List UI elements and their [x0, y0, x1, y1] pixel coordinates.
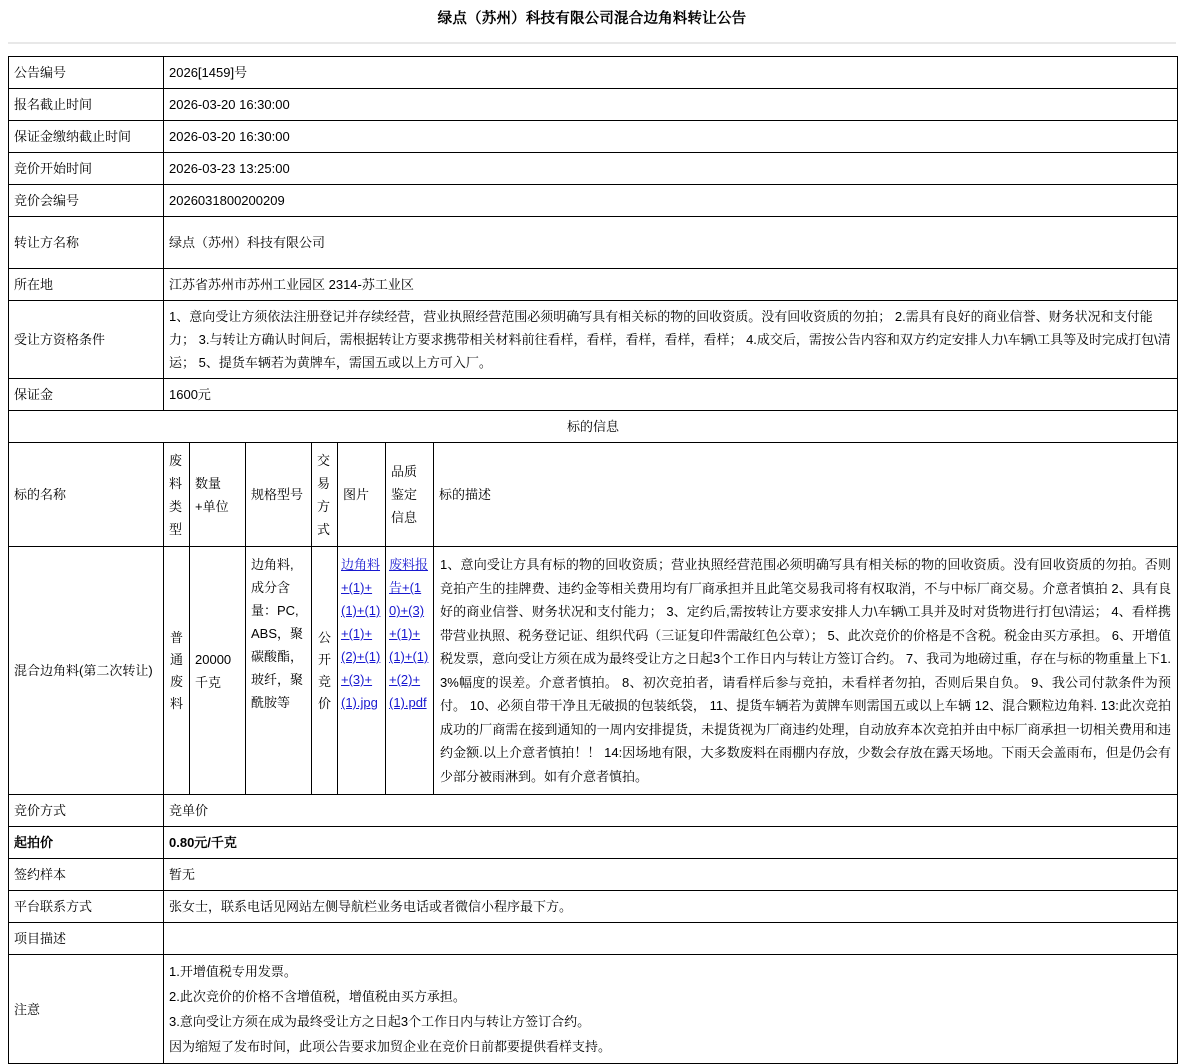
table-row	[9, 185, 1178, 217]
cell-description: 1、意向受让方具有标的物的回收资质；营业执照经营范围必须明确写具有相关标的物的回收资质。没有回收资质的勿拍。否则竞拍产生的挂牌费、违约金等相关费用均有厂商承担并且此笔交易我司将有权取消，不与中标厂商交易。介意者慎拍 2、具有良好的商业信誉、财务状况和支付能力； 3、定约后,需按转让方要求安排人力\车辆\工具并及时对货物进行打包\清运； 4、看样携带营业执照、税务登记证、组织代码（三证复印件需敲红色公章）； 5、此次竞价的价格是不含税。税金由买方承担。 6、开增值税发票，意向受让方须在成为最终受让方之日起3个工作日内与转让方签订合约。 7、我司为地磅过重，存在与标的物重量上下1.3%幅度的误差。介意者慎拍。 8、初次竞拍者，请看样后参与竞拍，未看样者勿拍，否则后果自负。 9、我公司付款条件为预付。 10、必须自带干净且无破损的包装纸袋， 11、提货车辆若为黄牌车则需国五或以上车辆 12、混合颗粒边角料. 13:此次竞拍成功的厂商需在接到通知的一周内安排提货，未提货视为厂商违约处理，自动放弃本次竞拍并由中标厂商承担一切相关费用和违约金额.以上介意者慎拍！！ 14:因场地有限，大多数废料在雨棚内存放，少数会存放在露天场地。下雨天会盖雨布，但是仍会有少部分被雨淋到。如有介意者慎拍。	[434, 547, 1178, 795]
col-header-quality-info: 品质鉴定信息	[386, 443, 434, 547]
table-row	[9, 379, 1178, 411]
row-value-deposit-deadline: 2026-03-20 16:30:00	[164, 121, 1178, 153]
table-row	[9, 923, 1178, 955]
row-label-announcement-no: 公告编号	[9, 57, 164, 89]
col-header-quantity: 数量+单位	[190, 443, 246, 547]
row-label-contract-sample: 签约样本	[9, 859, 164, 891]
row-value-project-description	[164, 923, 1178, 955]
cell-trade-mode: 公开竞价	[312, 547, 338, 795]
cell-quantity: 20000千克	[190, 547, 246, 795]
quality-report-file-link[interactable]: 废料报告+(10)+(3)+(1)+(1)+(1)+(2)+(1).pdf	[389, 557, 429, 710]
table-row	[9, 121, 1178, 153]
section-header-goods-info: 标的信息	[9, 411, 1178, 443]
note-line: 因为缩短了发布时间，此项公告要求加贸企业在竞价日前都要提供看样支持。	[169, 1039, 612, 1054]
col-header-waste-type: 废料类型	[164, 443, 190, 547]
row-label-location: 所在地	[9, 269, 164, 301]
row-value-location: 江苏省苏州市苏州工业园区 2314-苏工业区	[164, 269, 1178, 301]
row-label-deposit: 保证金	[9, 379, 164, 411]
table-row	[9, 153, 1178, 185]
note-line: 2.此次竞价的价格不含增值税，增值税由买方承担。	[169, 989, 466, 1004]
cell-picture	[338, 547, 386, 795]
col-header-name: 标的名称	[9, 443, 164, 547]
row-label-bidding-no: 竞价会编号	[9, 185, 164, 217]
table-row	[9, 301, 1178, 379]
row-value-start-price: 0.80元/千克	[164, 827, 1178, 859]
picture-file-link[interactable]: 边角料+(1)+(1)+(1)+(1)+(2)+(1)+(3)+(1).jpg	[341, 557, 381, 710]
row-label-qualification: 受让方资格条件	[9, 301, 164, 379]
cell-item-name: 混合边角料(第二次转让)	[9, 547, 164, 795]
goods-header-row	[9, 443, 1178, 547]
row-label-start-price: 起拍价	[9, 827, 164, 859]
page-title: 绿点（苏州）科技有限公司混合边角料转让公告	[437, 11, 747, 27]
row-label-platform-contact: 平台联系方式	[9, 891, 164, 923]
row-label-project-description: 项目描述	[9, 923, 164, 955]
row-value-bidding-start: 2026-03-23 13:25:00	[164, 153, 1178, 185]
col-header-picture: 图片	[338, 443, 386, 547]
cell-spec: 边角料, 成分含量：PC, ABS，聚碳酸酯，玻纤，聚酰胺等	[246, 547, 312, 795]
row-label-bidding-mode: 竞价方式	[9, 795, 164, 827]
col-header-description: 标的描述	[434, 443, 1178, 547]
goods-data-row	[9, 547, 1178, 795]
title-divider	[8, 42, 1176, 44]
row-label-signup-deadline: 报名截止时间	[9, 89, 164, 121]
cell-quality-info	[386, 547, 434, 795]
table-row	[9, 891, 1178, 923]
row-label-notes: 注意	[9, 955, 164, 1064]
row-value-bidding-no: 2026031800200209	[164, 185, 1178, 217]
col-header-trade-mode: 交易方式	[312, 443, 338, 547]
table-row	[9, 859, 1178, 891]
row-value-notes	[164, 955, 1178, 1064]
table-row	[9, 89, 1178, 121]
note-line: 1.开增值税专用发票。	[169, 964, 297, 979]
row-label-transferor-name: 转让方名称	[9, 217, 164, 269]
table-row	[9, 955, 1178, 1064]
note-line: 3.意向受让方须在成为最终受让方之日起3个工作日内与转让方签订合约。	[169, 1014, 591, 1029]
announcement-table	[8, 56, 1178, 1064]
cell-waste-type: 普通废料	[164, 547, 190, 795]
row-value-announcement-no: 2026[1459]号	[164, 57, 1178, 89]
row-value-deposit: 1600元	[164, 379, 1178, 411]
table-row	[9, 827, 1178, 859]
row-label-deposit-deadline: 保证金缴纳截止时间	[9, 121, 164, 153]
row-value-qualification: 1、意向受让方须依法注册登记并存续经营，营业执照经营范围必须明确写具有相关标的物的回收资质。没有回收资质的勿拍； 2.需具有良好的商业信誉、财务状况和支付能力； 3.与转让方确认时间后，需根据转让方要求携带相关材料前往看样，看样，看样，看样，看样； 4.成交后，需按公告内容和双方约定安排人力\车辆\工具等及时完成打包\清运； 5、提货车辆若为黄牌车，需国五或以上方可入厂。	[164, 301, 1178, 379]
table-row	[9, 217, 1178, 269]
table-row	[9, 57, 1178, 89]
row-value-bidding-mode: 竞单价	[164, 795, 1178, 827]
row-value-contract-sample: 暂无	[164, 859, 1178, 891]
table-row	[9, 269, 1178, 301]
table-row	[9, 411, 1178, 443]
row-value-transferor-name: 绿点（苏州）科技有限公司	[164, 217, 1178, 269]
row-value-platform-contact: 张女士，联系电话见网站左侧导航栏业务电话或者微信小程序最下方。	[164, 891, 1178, 923]
row-value-signup-deadline: 2026-03-20 16:30:00	[164, 89, 1178, 121]
col-header-spec: 规格型号	[246, 443, 312, 547]
row-label-bidding-start: 竞价开始时间	[9, 153, 164, 185]
table-row	[9, 795, 1178, 827]
